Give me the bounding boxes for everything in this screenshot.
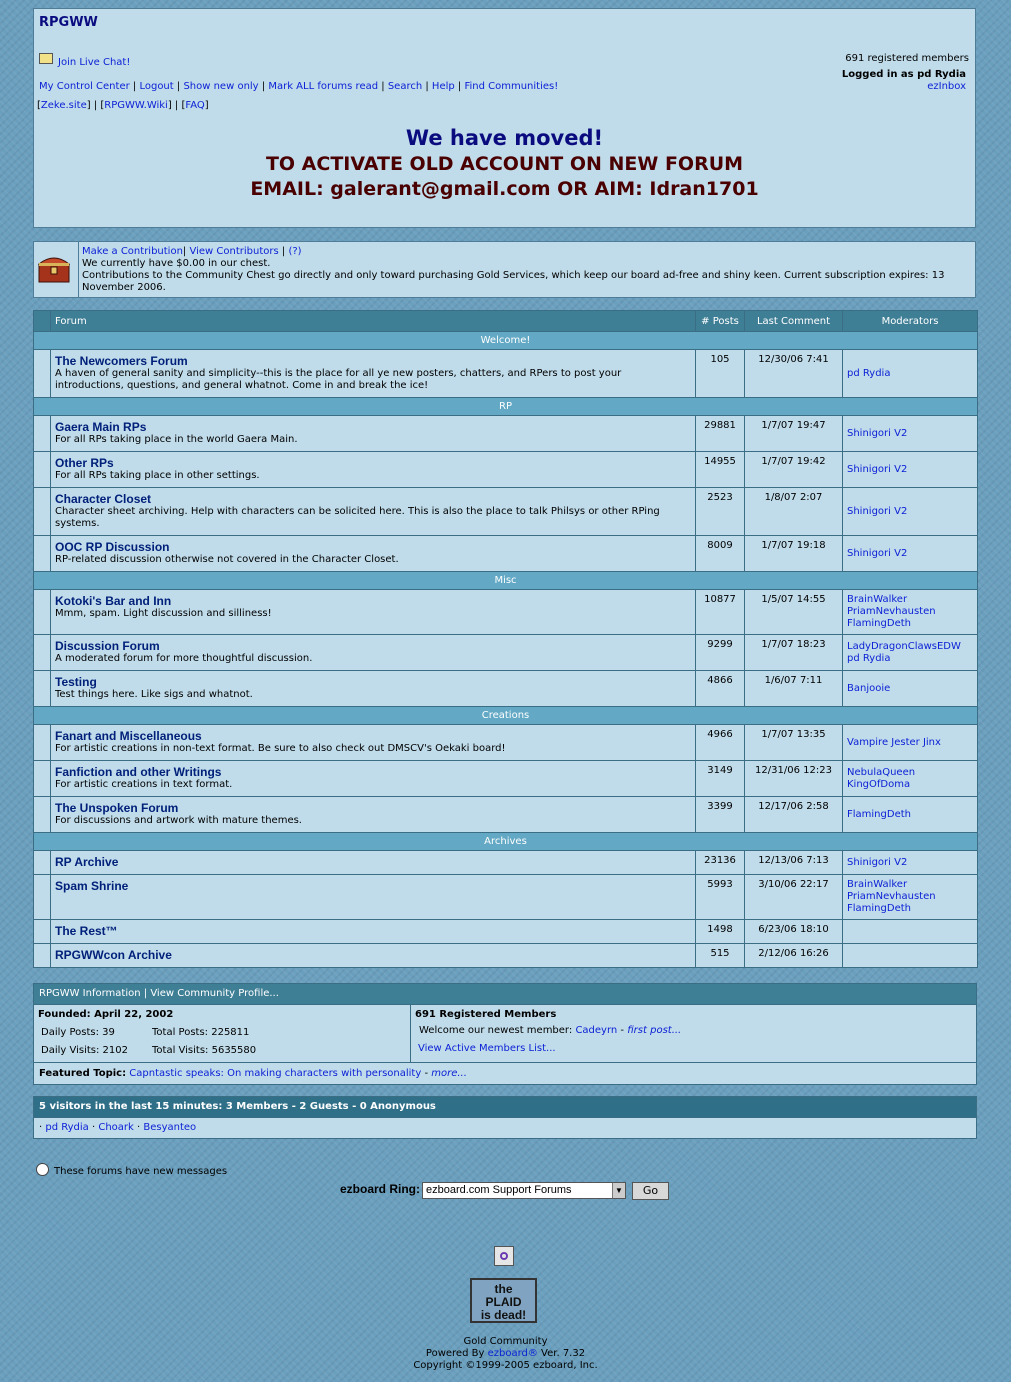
forum-row [34, 944, 978, 968]
moderators-cell [843, 920, 978, 944]
legend-text: These forums have new messages [54, 1166, 228, 1177]
nav-show-new[interactable]: Show new only [183, 81, 259, 92]
category-name: Archives [34, 833, 978, 851]
moderators-cell [843, 671, 978, 707]
col-last-comment: Last Comment [745, 311, 843, 332]
category-name: Misc [34, 572, 978, 590]
nav-links: My Control Center | Logout | Show new only | Mark ALL forums read | Search | Help | Find Communities! [39, 81, 559, 92]
last-comment: 12/30/06 7:41 [745, 350, 843, 398]
category-row [34, 707, 978, 725]
new-status-cell [34, 452, 51, 488]
forum-description: Character sheet archiving. Help with characters can be solicited here. This is also the place to talk Philsys or other RPing systems. [55, 506, 660, 529]
link-faq[interactable]: FAQ [185, 100, 205, 111]
new-status-cell [34, 671, 51, 707]
nav-search[interactable]: Search [387, 81, 423, 92]
forum-name-link[interactable]: Gaera Main RPs [55, 420, 147, 434]
external-links: [Zeke.site] | [RPGWW.Wiki] | [FAQ] [37, 100, 209, 111]
last-comment: 12/31/06 12:23 [745, 761, 843, 797]
forum-name-link[interactable]: OOC RP Discussion [55, 540, 170, 554]
moderator-link[interactable]: PriamNevhausten [847, 606, 936, 617]
forum-row [34, 488, 978, 536]
post-count: 9299 [696, 635, 745, 671]
moderators-cell [843, 635, 978, 671]
gold-community: Gold Community [463, 1336, 548, 1347]
forum-row [34, 671, 978, 707]
post-count: 105 [696, 350, 745, 398]
forum-row [34, 797, 978, 833]
registered-members: 691 Registered Members [415, 1009, 557, 1020]
new-status-cell [34, 761, 51, 797]
new-messages-icon [36, 1163, 49, 1176]
new-status-cell [34, 536, 51, 572]
last-comment: 1/5/07 14:55 [745, 590, 843, 635]
visitors-summary: 5 visitors in the last 15 minutes: 3 Members - 2 Guests - 0 Anonymous [33, 1096, 977, 1118]
forum-cell [51, 920, 696, 944]
visitors-panel [33, 1096, 977, 1139]
forum-name-link[interactable]: RPGWWcon Archive [55, 948, 172, 962]
forum-description: Mmm, spam. Light discussion and silliness! [55, 608, 272, 619]
forum-description: For all RPs taking place in the world Gaera Main. [55, 434, 298, 445]
post-count: 515 [696, 944, 745, 968]
forum-cell [51, 635, 696, 671]
community-info [33, 983, 977, 1085]
forum-cell [51, 944, 696, 968]
moderators-cell [843, 875, 978, 920]
col-posts: # Posts [696, 311, 745, 332]
moderators-cell [843, 536, 978, 572]
nav-control-center[interactable]: My Control Center [39, 81, 130, 92]
post-count: 1498 [696, 920, 745, 944]
live-chat-link[interactable]: Join Live Chat! [58, 57, 131, 68]
nav-mark-read[interactable]: Mark ALL forums read [268, 81, 379, 92]
total-posts: Total Posts: 225811 [152, 1027, 250, 1038]
forum-table-header [34, 311, 978, 332]
forum-name-link[interactable]: Testing [55, 675, 97, 689]
registered-count: 691 registered members [845, 53, 969, 64]
post-count: 4966 [696, 725, 745, 761]
forum-name-link[interactable]: The Rest™ [55, 924, 118, 938]
chat-icon [39, 53, 53, 64]
total-visits: Total Visits: 5635580 [152, 1045, 257, 1056]
col-forum: Forum [51, 311, 696, 332]
forum-row [34, 920, 978, 944]
forum-table [33, 310, 978, 968]
forum-row [34, 635, 978, 671]
moderator-link[interactable]: pd Rydia [847, 652, 891, 664]
moderator-link[interactable]: Shinigori V2 [847, 547, 908, 559]
forum-cell [51, 590, 696, 635]
visitor-link[interactable]: Choark [98, 1122, 134, 1133]
new-status-cell [34, 488, 51, 536]
ezinbox-link[interactable]: ezInbox [927, 81, 966, 92]
new-status-cell [34, 944, 51, 968]
moderator-link[interactable]: FlamingDeth [847, 808, 911, 820]
col-moderators: Moderators [843, 311, 978, 332]
plaid-badge[interactable]: the PLAID is dead! [470, 1278, 537, 1323]
forum-description: For discussions and artwork with mature themes. [55, 815, 302, 826]
moderator-link[interactable]: PriamNevhausten [847, 891, 936, 902]
view-contributors-link[interactable]: View Contributors [189, 246, 279, 257]
last-comment: 6/23/06 18:10 [745, 920, 843, 944]
chest-description: Contributions to the Community Chest go directly and only toward purchasing Gold Services, which keep our board ad-free and shiny keen. Current subscription expires: 13 November 2006. [82, 270, 945, 293]
new-status-cell [34, 797, 51, 833]
category-row [34, 572, 978, 590]
post-count: 3399 [696, 797, 745, 833]
forum-cell [51, 725, 696, 761]
founded-date: Founded: April 22, 2002 [38, 1009, 174, 1020]
forum-cell [51, 452, 696, 488]
forum-description: A moderated forum for more thoughtful discussion. [55, 653, 313, 664]
new-messages-legend [36, 1163, 227, 1177]
forum-cell [51, 416, 696, 452]
forum-description: For all RPs taking place in other settings. [55, 470, 260, 481]
logged-in-status: Logged in as pd Rydia [841, 69, 966, 80]
moderator-link[interactable]: KingOfDoma [847, 778, 911, 790]
activate-notice: TO ACTIVATE OLD ACCOUNT ON NEW FORUM [265, 153, 744, 175]
forum-cell [51, 350, 696, 398]
nav-logout[interactable]: Logout [139, 81, 174, 92]
new-status-cell [34, 875, 51, 920]
last-comment: 1/7/07 13:35 [745, 725, 843, 761]
link-zeke-site[interactable]: Zeke.site [40, 100, 87, 111]
welcome-text: Welcome our newest member: [419, 1025, 573, 1036]
forum-name-link[interactable]: Other RPs [55, 456, 114, 470]
last-comment: 1/7/07 19:42 [745, 452, 843, 488]
chest-balance: We currently have $0.00 in our chest. [82, 258, 271, 269]
forum-name-link[interactable]: Spam Shrine [55, 879, 129, 893]
moderator-link[interactable]: BrainWalker [847, 594, 908, 605]
community-chest [33, 241, 976, 298]
ezboard-link[interactable]: ezboard® [487, 1348, 538, 1359]
post-count: 8009 [696, 536, 745, 572]
moderators-cell [843, 452, 978, 488]
moderators-cell [843, 797, 978, 833]
chevron-down-icon[interactable]: ▼ [612, 1183, 625, 1198]
moderators-cell [843, 725, 978, 761]
new-status-cell [34, 590, 51, 635]
category-row [34, 332, 978, 350]
ring-selected-value: ezboard.com Support Forums [426, 1184, 572, 1196]
ring-label: ezboard Ring: [340, 1182, 420, 1196]
category-row [34, 833, 978, 851]
forum-description: For artistic creations in text format. [55, 779, 233, 790]
forum-description: Test things here. Like sigs and whatnot. [55, 689, 253, 700]
forum-name-link[interactable]: Discussion Forum [55, 639, 160, 653]
newest-member-link[interactable]: Cadeyrn [575, 1025, 618, 1036]
moderator-link[interactable]: Shinigori V2 [847, 463, 908, 475]
forum-cell [51, 488, 696, 536]
first-post-link[interactable]: first post... [627, 1025, 682, 1036]
moderator-link[interactable]: Shinigori V2 [847, 505, 908, 517]
category-name: Welcome! [34, 332, 978, 350]
last-comment: 1/6/07 7:11 [745, 671, 843, 707]
forum-cell [51, 797, 696, 833]
forum-row [34, 350, 978, 398]
moderators-cell [843, 350, 978, 398]
info-header: RPGWW Information | View Community Profile... [33, 983, 977, 1005]
moderator-link[interactable]: NebulaQueen [847, 766, 916, 778]
contact-notice: EMAIL: galerant@gmail.com OR AIM: Idran1701 [250, 178, 759, 200]
visitors-list: · pd Rydia · Choark · Besyanteo [33, 1118, 977, 1139]
forum-row [34, 416, 978, 452]
last-comment: 1/7/07 18:23 [745, 635, 843, 671]
last-comment: 1/7/07 19:47 [745, 416, 843, 452]
active-members-link[interactable]: View Active Members List... [418, 1043, 556, 1054]
forum-row [34, 725, 978, 761]
forum-cell [51, 536, 696, 572]
chest-help-link[interactable]: (?) [288, 246, 302, 257]
moderator-link[interactable]: FlamingDeth [847, 903, 911, 914]
visitor-link[interactable]: pd Rydia [45, 1122, 89, 1133]
moderator-link[interactable]: BrainWalker [847, 879, 908, 890]
featured-more-link[interactable]: more... [431, 1068, 467, 1079]
post-count: 10877 [696, 590, 745, 635]
post-count: 14955 [696, 452, 745, 488]
forum-description: For artistic creations in non-text format. Be sure to also check out DMSCV's Oekaki board! [55, 743, 506, 754]
post-count: 5993 [696, 875, 745, 920]
treasure-chest-icon [38, 250, 70, 286]
ezboard-badge-icon[interactable] [494, 1246, 514, 1266]
daily-visits: Daily Visits: 2102 [41, 1045, 128, 1056]
featured-topic: Featured Topic: Capntastic speaks: On making characters with personality - more... [33, 1063, 977, 1085]
forum-row [34, 761, 978, 797]
category-name: RP [34, 398, 978, 416]
forum-description: A haven of general sanity and simplicity--this is the place for all ye new posters, chatters, and RPers to post your introductions, questions, and general whatnot. Come in and break the ice! [55, 368, 622, 391]
new-status-cell [34, 416, 51, 452]
post-count: 3149 [696, 761, 745, 797]
moderators-cell [843, 488, 978, 536]
live-chat[interactable] [39, 53, 130, 68]
board-title: RPGWW [39, 15, 98, 30]
moderator-link[interactable]: pd Rydia [847, 367, 891, 379]
nav-help[interactable]: Help [431, 81, 455, 92]
forum-description: RP-related discussion otherwise not covered in the Character Closet. [55, 554, 399, 565]
new-status-cell [34, 350, 51, 398]
forum-row [34, 590, 978, 635]
forum-cell [51, 851, 696, 875]
moved-notice: We have moved! [405, 126, 604, 150]
chest-text: Make a Contribution| View Contributors | (?) We currently have $0.00 in our chest. Contributions to the Community Chest go directly and only toward purchasing Gold Services, which keep our board ad-free and shiny keen. Current subscription expires: 13 November 2006. [82, 246, 945, 293]
new-status-cell [34, 851, 51, 875]
post-count: 23136 [696, 851, 745, 875]
forum-name-link[interactable]: Character Closet [55, 492, 152, 506]
new-status-cell [34, 635, 51, 671]
last-comment: 12/13/06 7:13 [745, 851, 843, 875]
post-count: 29881 [696, 416, 745, 452]
featured-label: Featured Topic: [39, 1068, 127, 1079]
moderator-link[interactable]: Banjooie [847, 682, 891, 694]
ring-select[interactable] [422, 1182, 626, 1199]
nav-find-communities[interactable]: Find Communities! [464, 81, 559, 92]
forum-row [34, 452, 978, 488]
forum-row [34, 875, 978, 920]
visitor-link[interactable]: Besyanteo [143, 1122, 197, 1133]
featured-topic-link[interactable]: Capntastic speaks: On making characters with personality [129, 1068, 422, 1079]
ring-go-button[interactable]: Go [632, 1182, 669, 1200]
moderator-link[interactable]: Shinigori V2 [847, 856, 908, 868]
link-wiki[interactable]: RPGWW.Wiki [104, 100, 168, 111]
forum-name-link[interactable]: Fanart and Miscellaneous [55, 729, 202, 743]
moderator-link[interactable]: LadyDragonClawsEDW [847, 640, 961, 652]
new-status-cell [34, 920, 51, 944]
category-name: Creations [34, 707, 978, 725]
new-status-cell [34, 725, 51, 761]
forum-name-link[interactable]: The Newcomers Forum [55, 354, 188, 368]
last-comment: 2/12/06 16:26 [745, 944, 843, 968]
post-count: 4866 [696, 671, 745, 707]
moderator-link[interactable]: Shinigori V2 [847, 427, 908, 439]
forum-cell [51, 875, 696, 920]
make-contribution-link[interactable]: Make a Contribution [82, 246, 183, 257]
newest-member-line: Welcome our newest member: Cadeyrn - first post... [419, 1025, 682, 1036]
forum-cell [51, 761, 696, 797]
category-row [34, 398, 978, 416]
daily-posts: Daily Posts: 39 [41, 1027, 115, 1038]
copyright: Copyright ©1999-2005 ezboard, Inc. [413, 1360, 598, 1371]
post-count: 2523 [696, 488, 745, 536]
last-comment: 1/8/07 2:07 [745, 488, 843, 536]
forum-cell [51, 671, 696, 707]
header-panel [33, 8, 976, 228]
moderators-cell [843, 590, 978, 635]
view-profile-link[interactable]: View Community Profile... [150, 988, 279, 999]
forum-row [34, 851, 978, 875]
moderators-cell [843, 416, 978, 452]
footer: Gold Community Powered By ezboard® Ver. 7.32 Copyright ©1999-2005 ezboard, Inc. [413, 1336, 598, 1371]
forum-name-link[interactable]: Fanfiction and other Writings [55, 765, 222, 779]
info-link[interactable]: RPGWW Information [39, 988, 141, 999]
last-comment: 12/17/06 2:58 [745, 797, 843, 833]
moderators-cell [843, 851, 978, 875]
last-comment: 1/7/07 19:18 [745, 536, 843, 572]
moderator-link[interactable]: FlamingDeth [847, 618, 911, 629]
moderator-link[interactable]: Vampire Jester Jinx [847, 736, 941, 748]
forum-name-link[interactable]: RP Archive [55, 855, 119, 869]
forum-name-link[interactable]: The Unspoken Forum [55, 801, 179, 815]
moderators-cell [843, 944, 978, 968]
forum-name-link[interactable]: Kotoki's Bar and Inn [55, 594, 172, 608]
last-comment: 3/10/06 22:17 [745, 875, 843, 920]
moderators-cell [843, 761, 978, 797]
forum-row [34, 536, 978, 572]
